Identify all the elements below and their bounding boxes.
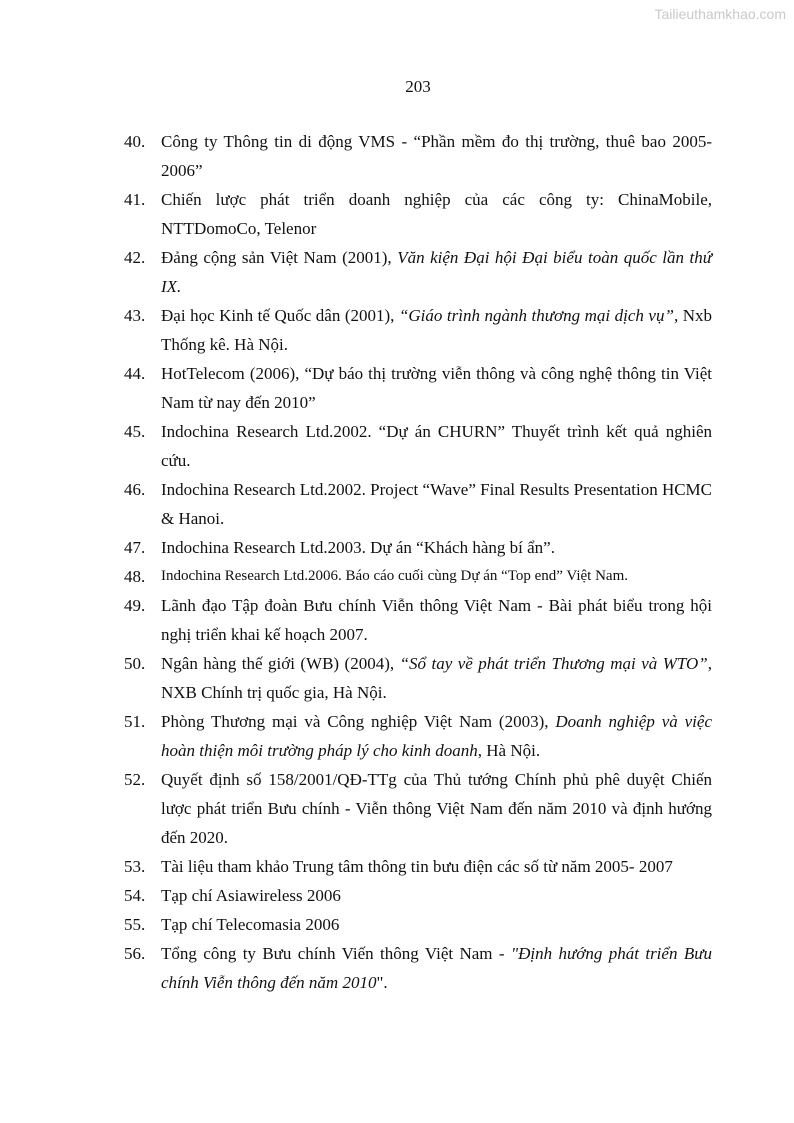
reference-number: 41. bbox=[124, 190, 146, 209]
reference-number: 52. bbox=[124, 770, 146, 789]
reference-number: 49. bbox=[124, 596, 146, 615]
reference-number: 43. bbox=[124, 306, 146, 325]
reference-item bbox=[124, 475, 712, 533]
reference-text-run: Tạp chí Asiawireless 2006 bbox=[161, 886, 341, 905]
reference-text-run: Đại học Kinh tế Quốc dân (2001), bbox=[161, 306, 399, 325]
reference-number: 55. bbox=[124, 915, 146, 934]
reference-item bbox=[124, 127, 712, 185]
reference-number: 54. bbox=[124, 886, 146, 905]
reference-list bbox=[124, 127, 712, 997]
reference-item bbox=[124, 417, 712, 475]
reference-text-run: HotTelecom (2006), “Dự báo thị trường viễn thông và công nghệ thông tin Việt Nam từ nay đến 2010” bbox=[161, 364, 712, 412]
reference-text bbox=[161, 910, 712, 939]
reference-number: 42. bbox=[124, 248, 146, 267]
reference-item bbox=[124, 243, 712, 301]
reference-text-run: Indochina Research Ltd.2002. Project “Wave” Final Results Presentation HCMC & Hanoi. bbox=[161, 480, 713, 528]
reference-text bbox=[161, 707, 712, 765]
reference-text-run: Chiến lược phát triển doanh nghiệp của các công ty: ChinaMobile, NTTDomoCo, Telenor bbox=[161, 190, 712, 238]
reference-text bbox=[161, 939, 712, 997]
reference-text bbox=[161, 881, 712, 910]
reference-text-run: Công ty Thông tin di động VMS - “Phần mềm đo thị trường, thuê bao 2005-2006” bbox=[161, 132, 712, 180]
reference-text-run: Phòng Thương mại và Công nghiệp Việt Nam (2003), bbox=[161, 712, 556, 731]
reference-text bbox=[161, 243, 712, 301]
reference-item bbox=[124, 359, 712, 417]
reference-text bbox=[161, 185, 712, 243]
reference-item bbox=[124, 939, 712, 997]
reference-item bbox=[124, 881, 712, 910]
reference-text bbox=[161, 127, 712, 185]
reference-title: Doanh nghiệp và việc hoàn thiện môi trường pháp lý cho kinh doanh bbox=[161, 712, 712, 760]
reference-text-run: Indochina Research Ltd.2003. Dự án “Khách hàng bí ẩn”. bbox=[161, 538, 555, 557]
reference-text bbox=[161, 417, 712, 475]
reference-text bbox=[161, 359, 712, 417]
reference-text bbox=[161, 649, 712, 707]
reference-number: 47. bbox=[124, 538, 146, 557]
reference-number: 40. bbox=[124, 132, 146, 151]
reference-number: 45. bbox=[124, 422, 146, 441]
reference-text-run: Tạp chí Telecomasia 2006 bbox=[161, 915, 340, 934]
reference-item bbox=[124, 707, 712, 765]
reference-text-run: , Nxb Thống kê. Hà Nội. bbox=[161, 306, 712, 354]
reference-title: "Định hướng phát triển Bưu chính Viễn thông đến năm 2010 bbox=[161, 944, 712, 992]
reference-number: 50. bbox=[124, 654, 146, 673]
reference-text-run: Tài liệu tham khảo Trung tâm thông tin bưu điện các số từ năm 2005- 2007 bbox=[161, 857, 673, 876]
reference-text bbox=[161, 591, 712, 649]
reference-text-run: Indochina Research Ltd.2006. Báo cáo cuối cùng Dự án “Top end” Việt Nam. bbox=[161, 568, 629, 584]
reference-number: 44. bbox=[124, 364, 146, 383]
reference-item bbox=[124, 185, 712, 243]
reference-title: “Giáo trình ngành thương mại dịch vụ” bbox=[398, 306, 674, 325]
reference-text-run: Tổng công ty Bưu chính Viến thông Việt Nam - bbox=[161, 944, 511, 963]
reference-number: 56. bbox=[124, 944, 146, 963]
reference-title: “Sổ tay về phát triển Thương mại và WTO” bbox=[399, 654, 708, 673]
reference-item bbox=[124, 533, 712, 562]
reference-number: 46. bbox=[124, 480, 146, 499]
reference-item bbox=[124, 591, 712, 649]
reference-item bbox=[124, 765, 712, 852]
reference-text bbox=[161, 852, 712, 881]
reference-text-run: ". bbox=[376, 973, 388, 992]
reference-text-run: Đảng cộng sản Việt Nam (2001), bbox=[161, 248, 398, 267]
reference-number: 48. bbox=[124, 567, 146, 586]
reference-text-run: Lãnh đạo Tập đoàn Bưu chính Viễn thông Việt Nam - Bài phát biểu trong hội nghị triển khai kế hoạch 2007. bbox=[161, 596, 712, 644]
reference-text-run: , Hà Nội. bbox=[477, 741, 541, 760]
reference-item bbox=[124, 562, 712, 591]
reference-item bbox=[124, 301, 712, 359]
reference-item bbox=[124, 852, 712, 881]
reference-text bbox=[161, 475, 712, 533]
page-number: 203 bbox=[405, 77, 431, 96]
reference-text-run: Indochina Research Ltd.2002. “Dự án CHURN” Thuyết trình kết quả nghiên cứu. bbox=[161, 422, 712, 470]
reference-item bbox=[124, 649, 712, 707]
watermark: Tailieuthamkhao.com bbox=[654, 6, 786, 22]
reference-text bbox=[161, 301, 712, 359]
reference-text-run: Ngân hàng thế giới (WB) (2004), bbox=[161, 654, 400, 673]
reference-item bbox=[124, 910, 712, 939]
reference-number: 53. bbox=[124, 857, 146, 876]
reference-text bbox=[161, 765, 712, 852]
reference-text-run: Quyết định số 158/2001/QĐ-TTg của Thủ tướng Chính phủ phê duyệt Chiến lược phát triển Bưu chính - Viễn thông Việt Nam đến năm 2010 và định hướng đến 2020. bbox=[161, 770, 712, 847]
reference-number: 51. bbox=[124, 712, 146, 731]
reference-text bbox=[161, 562, 712, 591]
reference-text bbox=[161, 533, 712, 562]
reference-text-run: , NXB Chính trị quốc gia, Hà Nội. bbox=[161, 654, 712, 702]
reference-title: Văn kiện Đại hội Đại biểu toàn quốc lần thứ IX. bbox=[161, 248, 712, 296]
